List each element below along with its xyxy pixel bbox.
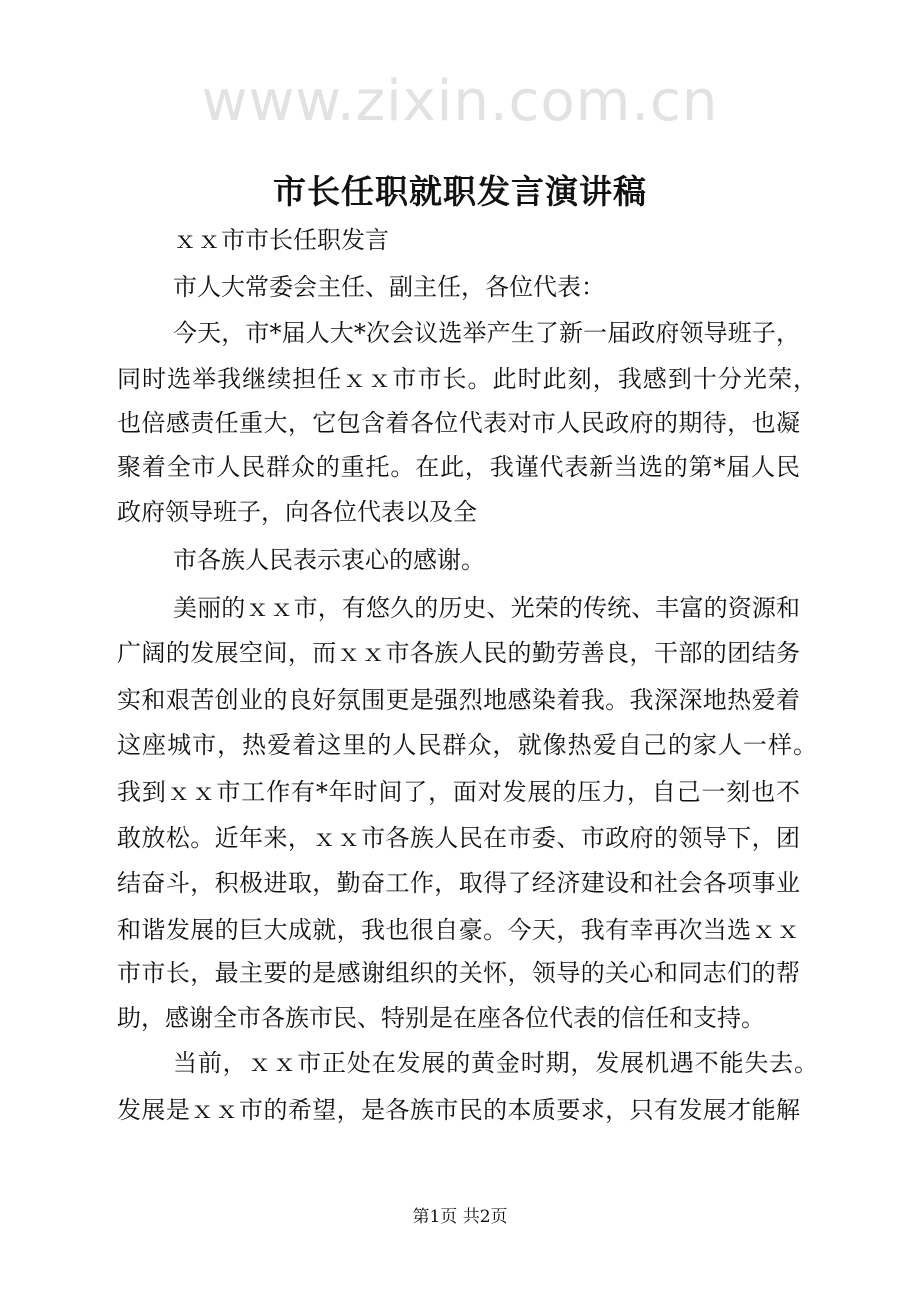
text-line: 我到ｘｘ市工作有*年时间了，面对发展的压力，自己一刻也不 <box>117 778 800 806</box>
text-line: 聚着全市人民群众的重托。在此，我谨代表新当选的第*届人民 <box>117 453 800 481</box>
text-line: 实和艰苦创业的良好氛围更是强烈地感染着我。我深深地热爱着 <box>117 686 800 714</box>
document-title: 市长任职就职发言演讲稿 <box>273 172 647 211</box>
text-line: 当前，ｘｘ市正处在发展的黄金时期，发展机遇不能失去。 <box>173 1049 818 1077</box>
text-line: 政府领导班子，向各位代表以及全 <box>117 498 477 526</box>
page-footer: 第1页 共2页 <box>412 1207 508 1227</box>
text-line: 这座城市，热爱着这里的人民群众，就像热爱自己的家人一样。 <box>117 731 817 759</box>
watermark: www.zixin.com.cn <box>201 69 719 134</box>
text-line: 广阔的发展空间，而ｘｘ市各族人民的勤劳善良，干部的团结务 <box>117 639 800 667</box>
text-line: 美丽的ｘｘ市，有悠久的历史、光荣的传统、丰富的资源和 <box>173 594 800 622</box>
text-line: 和谐发展的巨大成就，我也很自豪。今天，我有幸再次当选ｘｘ <box>117 916 800 944</box>
text-line: 也倍感责任重大，它包含着各位代表对市人民政府的期待，也凝 <box>117 409 800 437</box>
salutation-line: 市人大常委会主任、副主任，各位代表： <box>173 273 605 301</box>
text-line: 市市长，最主要的是感谢组织的关怀，领导的关心和同志们的帮 <box>117 959 800 987</box>
text-line: 今天，市*届人大*次会议选举产生了新一届政府领导班子， <box>173 319 800 347</box>
text-line: 结奋斗，积极进取，勤奋工作，取得了经济建设和社会各项事业 <box>117 869 800 897</box>
text-line: 发展是ｘｘ市的希望，是各族市民的本质要求，只有发展才能解 <box>117 1096 800 1124</box>
subtitle-line: ｘｘ市市长任职发言 <box>173 226 389 254</box>
text-line: 敢放松。近年来，ｘｘ市各族人民在市委、市政府的领导下，团 <box>117 824 800 852</box>
text-line: 市各族人民表示衷心的感谢。 <box>173 546 485 574</box>
text-line: 同时选举我继续担任ｘｘ市市长。此时此刻，我感到十分光荣， <box>117 365 817 393</box>
text-line: 助，感谢全市各族市民、特别是在座各位代表的信任和支持。 <box>117 1004 765 1032</box>
